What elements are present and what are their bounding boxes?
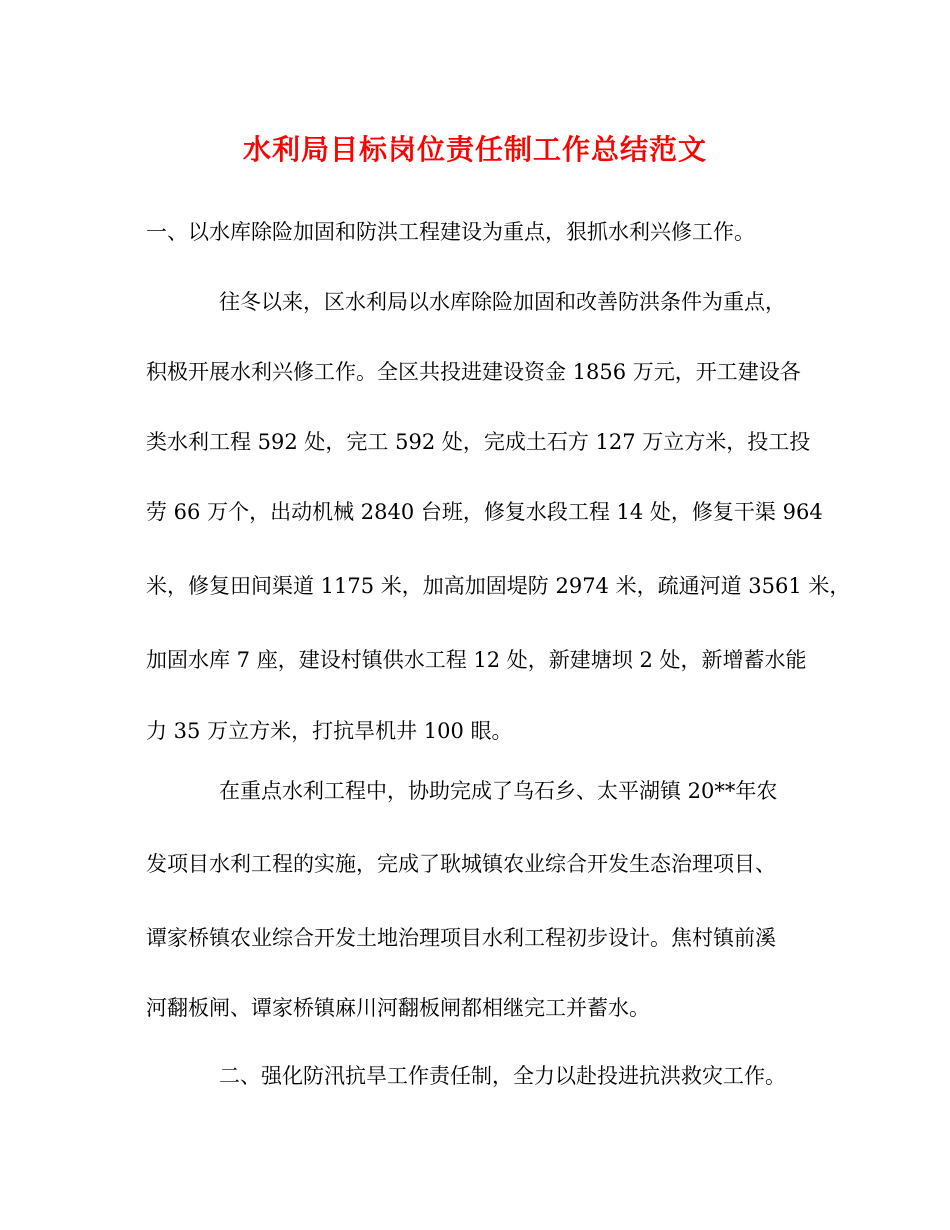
paragraph-line: 加固水库 7 座，建设村镇供水工程 12 处，新建塘坝 2 处，新增蓄水能 (146, 648, 807, 672)
paragraph-line: 劳 66 万个，出动机械 2840 台班，修复水段工程 14 处，修复干渠 964 (146, 500, 823, 524)
paragraph-line: 米，修复田间渠道 1175 米，加高加固堤防 2974 米，疏通河道 3561 米， (146, 574, 851, 598)
paragraph-line: 谭家桥镇农业综合开发土地治理项目水利工程初步设计。焦村镇前溪 (146, 926, 776, 950)
paragraph-line: 河翻板闸、谭家桥镇麻川河翻板闸都相继完工并蓄水。 (146, 996, 650, 1020)
document-title: 水利局目标岗位责任制工作总结范文 (242, 133, 707, 166)
paragraph-line: 在重点水利工程中，协助完成了乌石乡、太平湖镇 20**年农 (219, 779, 778, 803)
paragraph-line: 力 35 万立方米，打抗旱机井 100 眼。 (146, 719, 513, 743)
section-heading-1: 一、以水库除险加固和防洪工程建设为重点，狠抓水利兴修工作。 (146, 220, 755, 244)
paragraph-line: 发项目水利工程的实施，完成了耿城镇农业综合开发生态治理项目、 (146, 852, 776, 876)
paragraph-line: 积极开展水利兴修工作。全区共投进建设资金 1856 万元，开工建设各 (146, 360, 801, 384)
paragraph-line: 往冬以来，区水利局以水库除险加固和改善防洪条件为重点， (219, 290, 786, 314)
section-heading-2: 二、强化防汛抗旱工作责任制，全力以赴投进抗洪救灾工作。 (219, 1064, 786, 1088)
paragraph-line: 类水利工程 592 处，完工 592 处，完成土石方 127 万立方米，投工投 (146, 430, 811, 454)
